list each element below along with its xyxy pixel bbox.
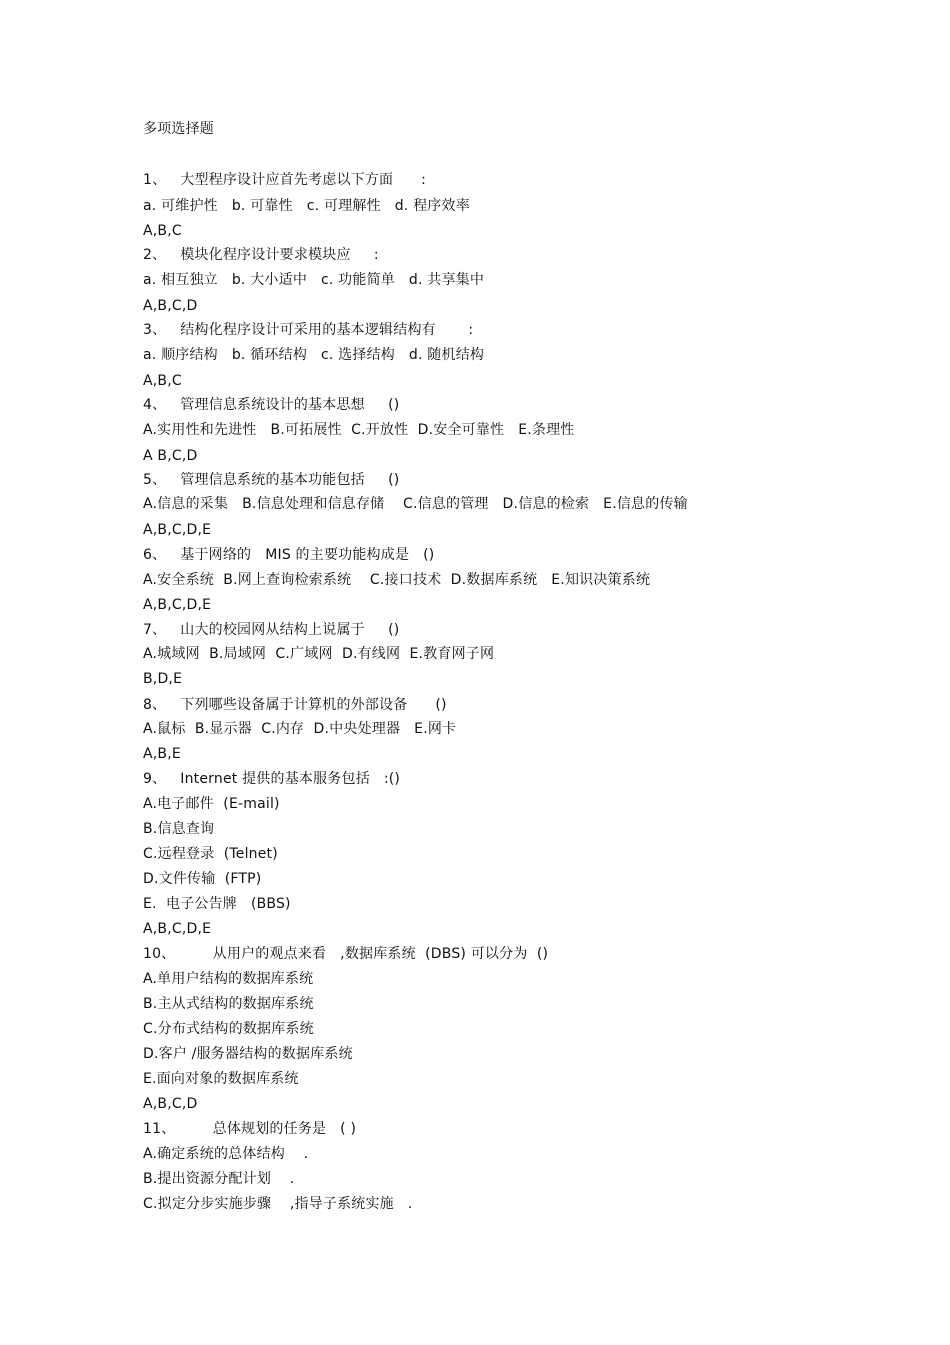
question-3-answer: A,B,C [143,373,182,389]
question-3: 3、 结构化程序设计可采用的基本逻辑结构有 : [143,322,474,338]
question-9-answer: A,B,C,D,E [143,921,212,937]
question-10-answer: A,B,C,D [143,1096,198,1112]
question-5-options: A.信息的采集 B.信息处理和信息存储 C.信息的管理 D.信息的检索 E.信息的传输 [143,496,688,512]
question-6: 6、 基于网络的 MIS 的主要功能构成是 () [143,547,435,563]
question-10-option-d: D.客户 /服务器结构的数据库系统 [143,1046,353,1062]
question-6-options: A.安全系统 B.网上查询检索系统 C.接口技术 D.数据库系统 E.知识决策系统 [143,572,651,588]
question-8-answer: A,B,E [143,746,181,762]
question-9-option-d: D.文件传输 (FTP) [143,871,262,887]
question-11-option-a: A.确定系统的总体结构 . [143,1146,309,1162]
question-5-answer: A,B,C,D,E [143,522,212,538]
question-10-option-e: E.面向对象的数据库系统 [143,1071,299,1087]
question-6-answer: A,B,C,D,E [143,597,212,613]
question-9: 9、 Internet 提供的基本服务包括 :() [143,771,401,787]
question-3-options: a. 顺序结构 b. 循环结构 c. 选择结构 d. 随机结构 [143,347,485,363]
question-2-answer: A,B,C,D [143,298,198,314]
question-7-answer: B,D,E [143,671,183,687]
question-9-option-b: B.信息查询 [143,821,215,837]
question-4-answer: A B,C,D [143,448,198,464]
question-1-answer: A,B,C [143,223,182,239]
question-8-options: A.鼠标 B.显示器 C.内存 D.中央处理器 E.网卡 [143,721,457,737]
question-7: 7、 山大的校园网从结构上说属于 () [143,622,400,638]
question-5: 5、 管理信息系统的基本功能包括 () [143,472,400,488]
question-4-options: A.实用性和先进性 B.可拓展性 C.开放性 D.安全可靠性 E.条理性 [143,422,575,438]
question-9-option-a: A.电子邮件 (E-mail) [143,796,280,812]
question-8: 8、 下列哪些设备属于计算机的外部设备 () [143,697,447,713]
question-1-options: a. 可维护性 b. 可靠性 c. 可理解性 d. 程序效率 [143,198,470,214]
question-2: 2、 模块化程序设计要求模块应 : [143,247,379,263]
question-10-option-a: A.单用户结构的数据库系统 [143,971,314,987]
page-title: 多项选择题 [143,121,214,137]
question-2-options: a. 相互独立 b. 大小适中 c. 功能简单 d. 共享集中 [143,272,485,288]
question-10-option-b: B.主从式结构的数据库系统 [143,996,314,1012]
question-11-option-c: C.拟定分步实施步骤 ,指导子系统实施 . [143,1196,413,1212]
question-10: 10、 从用户的观点来看 ,数据库系统 (DBS) 可以分为 () [143,946,549,962]
question-11-option-b: B.提出资源分配计划 . [143,1171,295,1187]
question-9-option-c: C.远程登录 (Telnet) [143,846,278,862]
question-7-options: A.城域网 B.局域网 C.广域网 D.有线网 E.教育网子网 [143,646,495,662]
question-11: 11、 总体规划的任务是 ( ) [143,1121,357,1137]
question-10-option-c: C.分布式结构的数据库系统 [143,1021,314,1037]
question-1: 1、 大型程序设计应首先考虑以下方面 : [143,172,427,188]
question-9-option-e: E. 电子公告牌 (BBS) [143,896,291,912]
question-4: 4、 管理信息系统设计的基本思想 () [143,397,400,413]
